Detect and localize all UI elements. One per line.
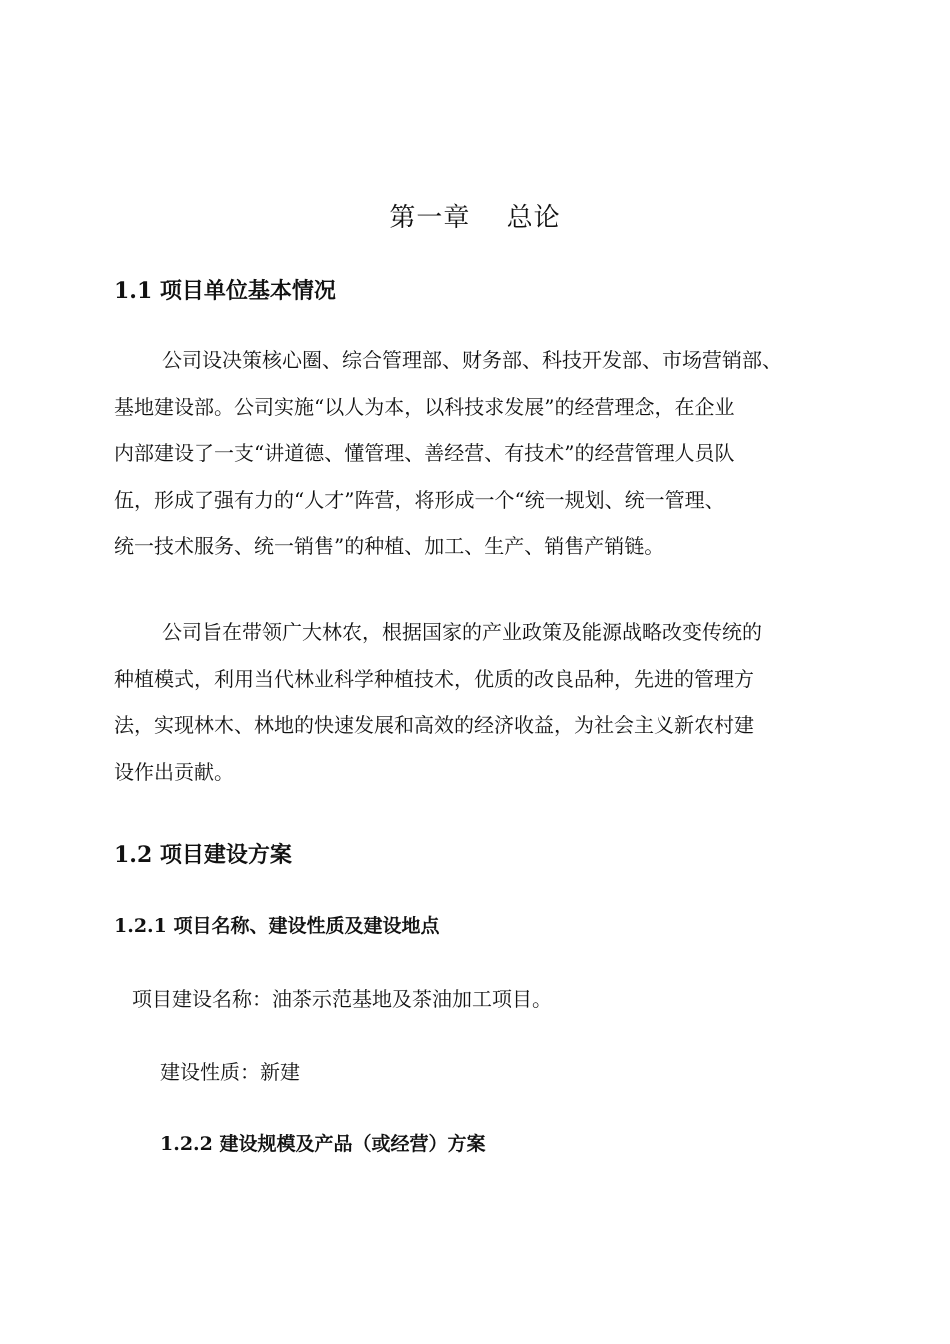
paragraph-line: 设作出贡献。	[114, 759, 234, 784]
paragraph-line: 法，实现林木、林地的快速发展和高效的经济收益，为社会主义新农村建	[114, 713, 754, 737]
paragraph-line: 公司设决策核心圈、综合管理部、财务部、科技开发部、市场营销部、	[162, 348, 782, 372]
paragraph-company-structure	[114, 337, 850, 570]
paragraph-line: 基地建设部。公司实施“以人为本，以科技求发展”的经营理念，在企业	[114, 394, 735, 419]
paragraph-line: 公司旨在带领广大林农，根据国家的产业政策及能源战略改变传统的	[162, 620, 762, 644]
paragraph-line: 统一技术服务、统一销售”的种植、加工、生产、销售产销链。	[114, 534, 665, 558]
paragraph-line: 内部建设了一支“讲道德、懂管理、善经营、有技术”的经营管理人员队	[114, 441, 735, 465]
chapter-title: 第一章 总论	[389, 203, 561, 233]
section-heading-1-2: 1.2 项目建设方案	[114, 842, 292, 868]
paragraph-line: 种植模式，利用当代林业科学种植技术，优质的改良品种，先进的管理方	[114, 666, 754, 691]
subsection-heading-1-2-1: 1.2.1 项目名称、建设性质及建设地点	[114, 915, 440, 937]
section-heading-1-1: 1.1 项目单位基本情况	[114, 278, 336, 304]
paragraph-company-mission	[114, 609, 850, 795]
paragraph-line: 伍，形成了强有力的“人才”阵营，将形成一个“统一规划、统一管理、	[114, 487, 725, 512]
construction-nature-line: 建设性质：新建	[160, 1060, 300, 1084]
project-name-line: 项目建设名称：油茶示范基地及茶油加工项目。	[132, 987, 552, 1011]
subsection-heading-1-2-2: 1.2.2 建设规模及产品（或经营）方案	[160, 1133, 486, 1155]
